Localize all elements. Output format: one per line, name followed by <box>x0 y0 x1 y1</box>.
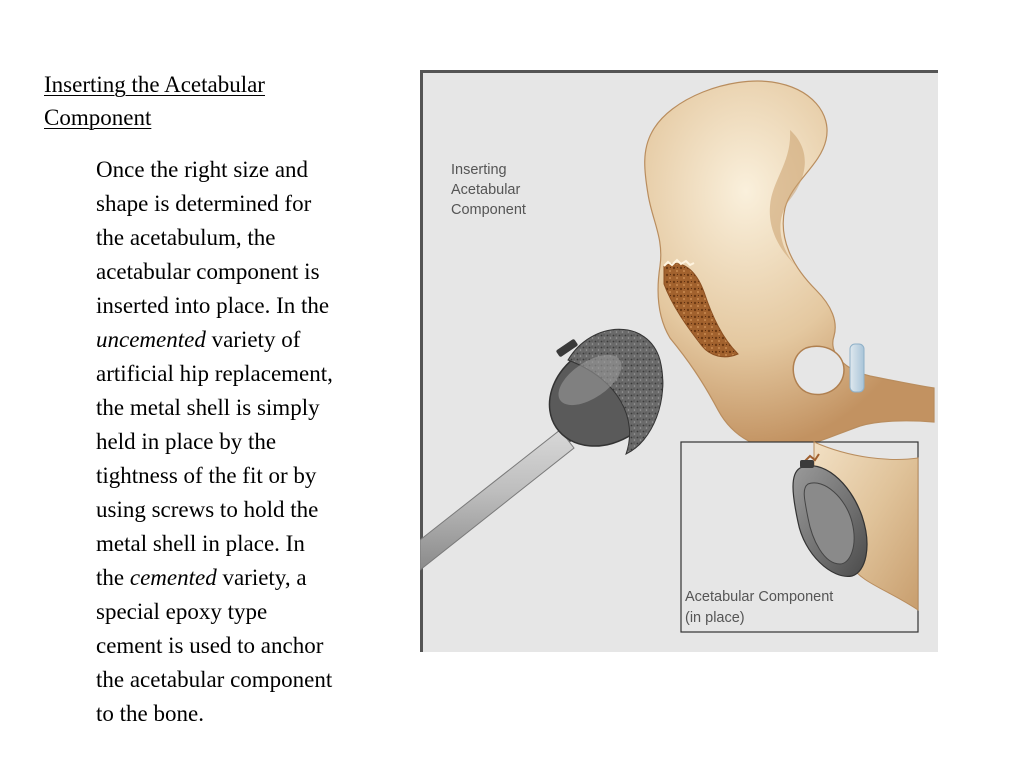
body-text-fragment: variety, a <box>216 565 307 590</box>
slide-title <box>44 68 364 134</box>
body-line <box>96 323 396 357</box>
emphasis-uncemented: uncemented <box>96 327 206 352</box>
inset-label-line: Acetabular Component <box>685 589 834 605</box>
body-text-fragment: the <box>96 565 130 590</box>
figure-illustration <box>420 70 938 652</box>
figure-label-line: Inserting <box>451 162 507 178</box>
body-line: to the bone. <box>96 701 204 726</box>
body-line: artificial hip replacement, <box>96 361 333 386</box>
body-line: metal shell in place. In <box>96 531 305 556</box>
body-line: cement is used to anchor <box>96 633 324 658</box>
body-line: the acetabulum, the <box>96 225 276 250</box>
figure-label-line: Acetabular <box>451 182 521 198</box>
body-line: tightness of the fit or by <box>96 463 317 488</box>
body-line: acetabular component is <box>96 259 320 284</box>
body-paragraph <box>96 153 396 731</box>
inset-panel <box>681 442 918 632</box>
body-line: Once the right size and <box>96 157 309 182</box>
body-line <box>96 561 396 595</box>
figure-label-line: Component <box>451 202 526 218</box>
body-line: shape is determined for <box>96 191 312 216</box>
hip-implant-figure <box>420 70 938 652</box>
title-line-2: Component <box>44 105 152 130</box>
emphasis-cemented: cemented <box>129 565 217 590</box>
body-line: using screws to hold the <box>96 497 319 522</box>
inset-label-line: (in place) <box>685 610 745 626</box>
body-text-fragment: variety of <box>205 327 301 352</box>
title-line-1: Inserting the Acetabular <box>44 72 265 97</box>
pubic-symphysis-ring <box>850 344 864 392</box>
body-line: held in place by the <box>96 429 277 454</box>
body-line: inserted into place. In the <box>96 293 330 318</box>
body-line: the metal shell is simply <box>96 395 320 420</box>
body-line: the acetabular component <box>96 667 333 692</box>
body-line: special epoxy type <box>96 599 268 624</box>
